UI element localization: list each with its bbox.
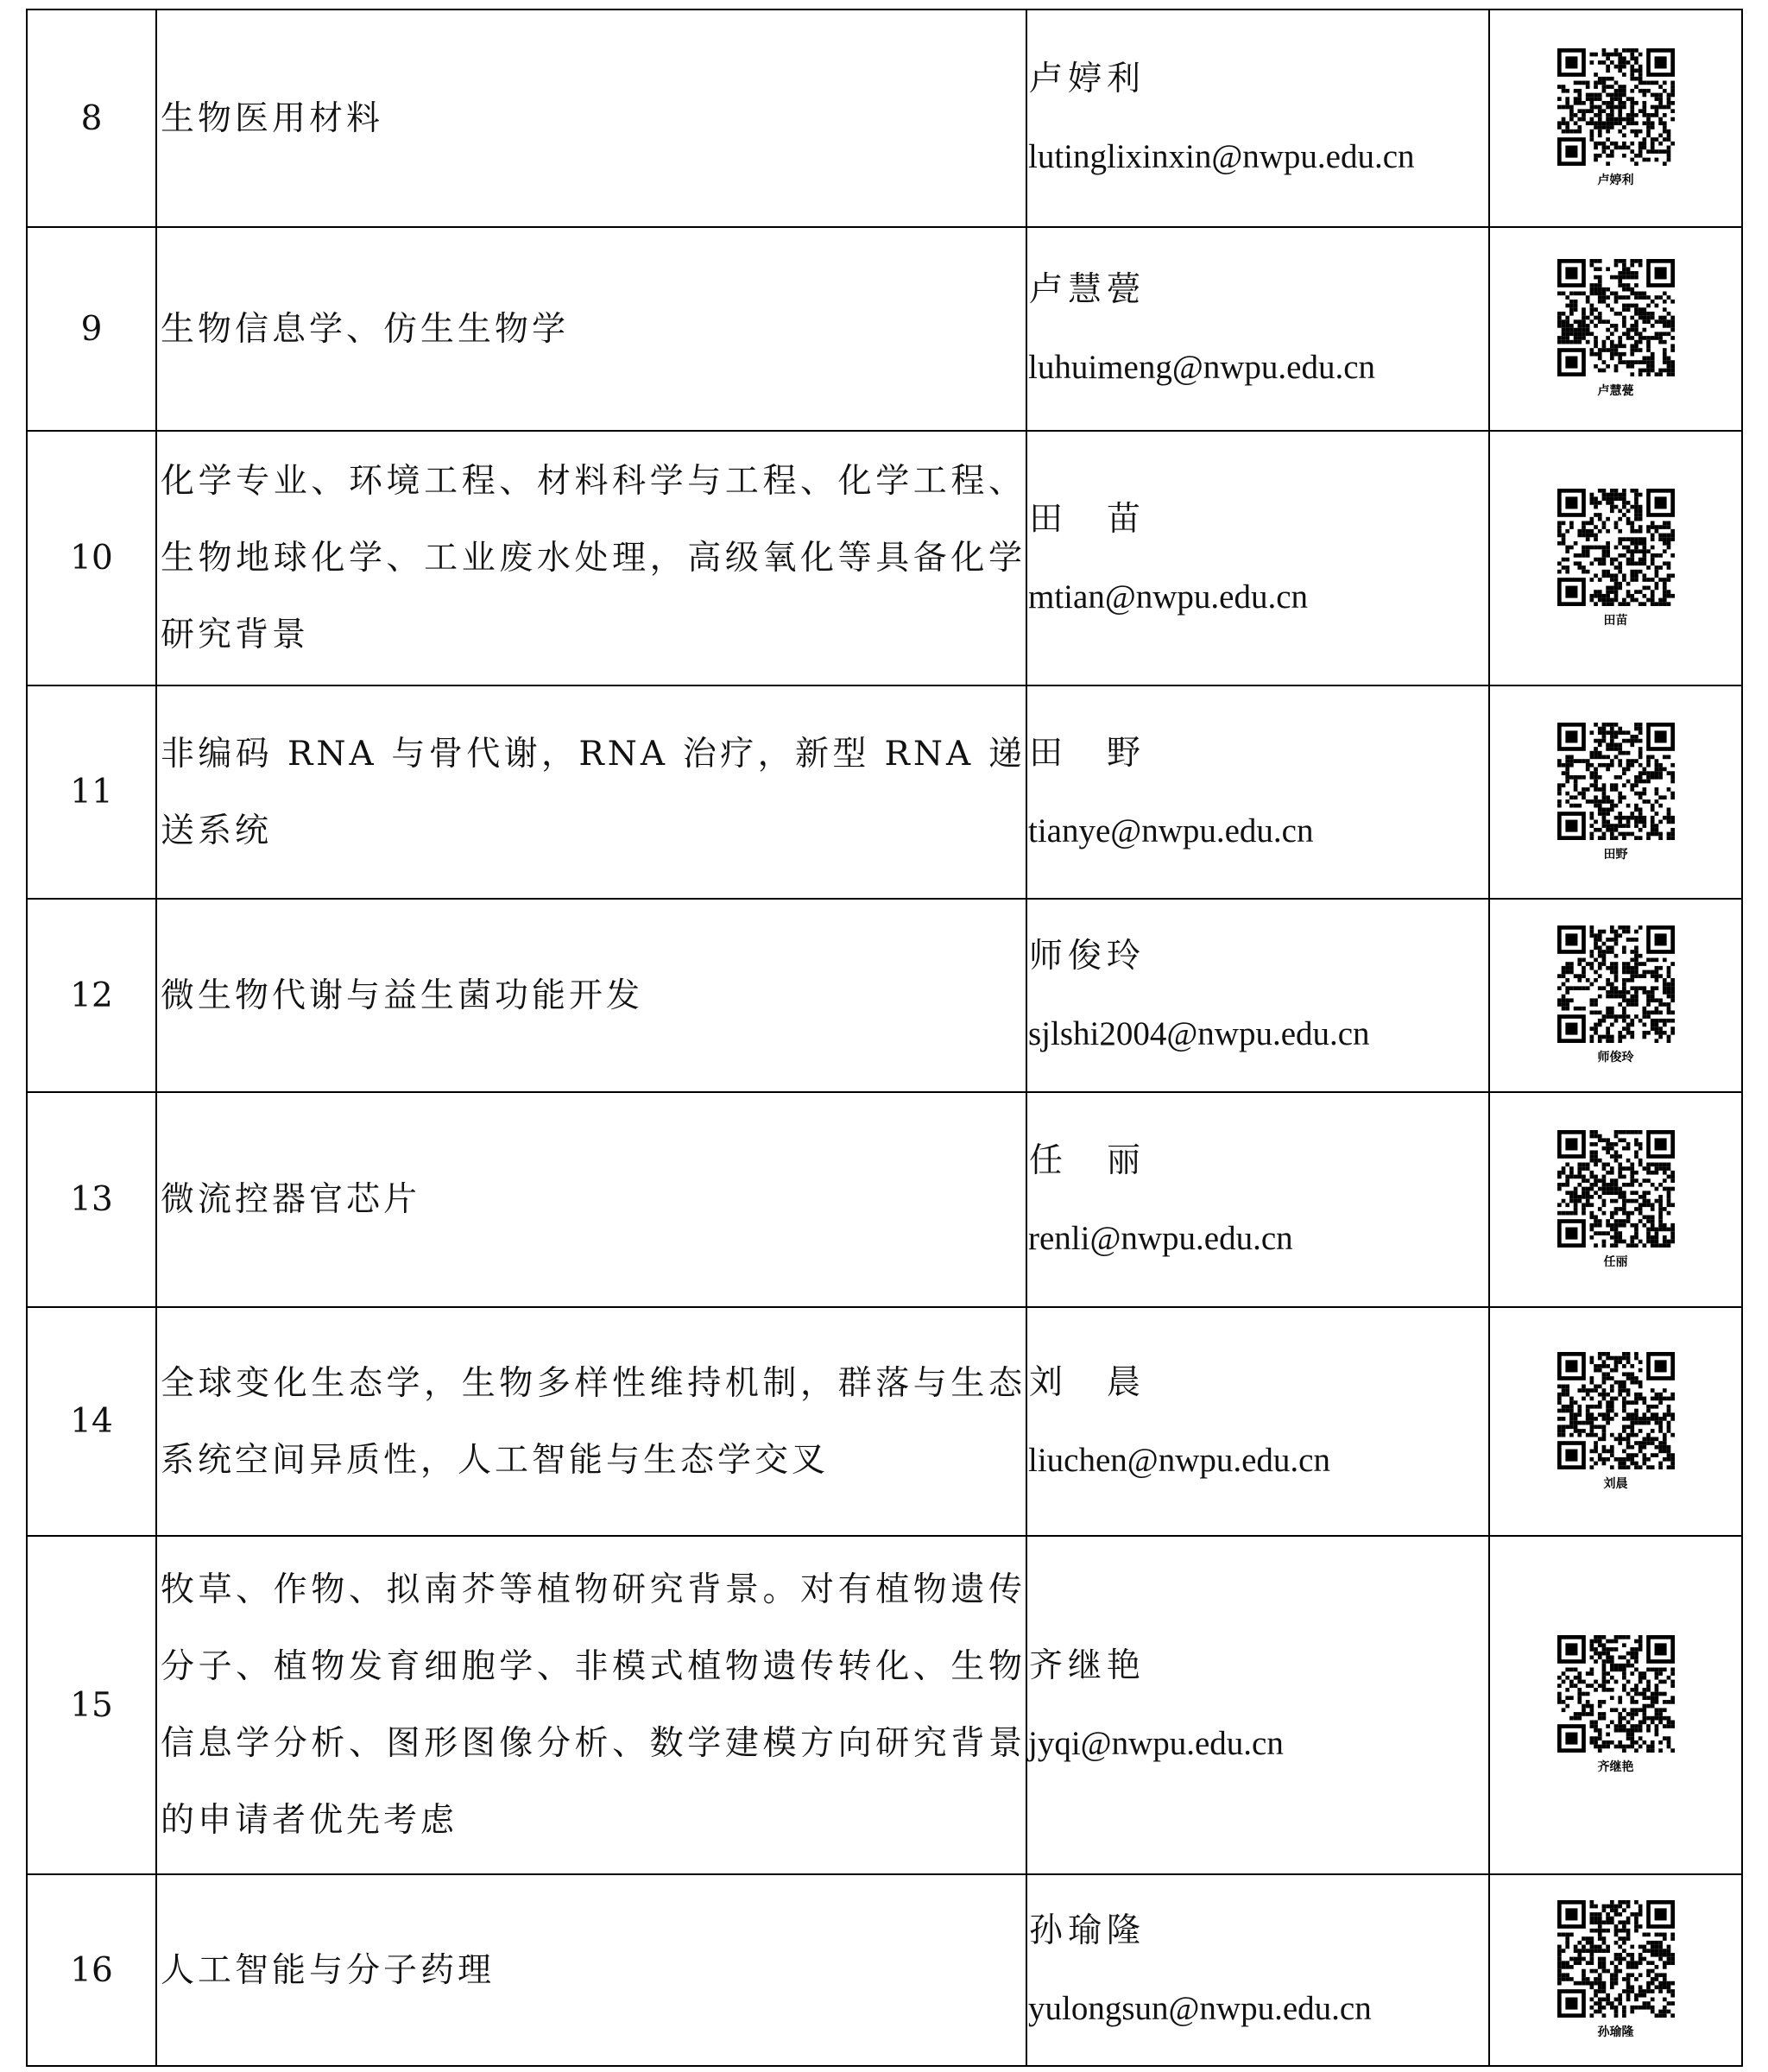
- row-number-cell: [27, 899, 156, 1092]
- qr-cell: [1489, 227, 1742, 431]
- row-number: 15: [70, 1685, 113, 1725]
- supervisor-email[interactable]: jyqi@nwpu.edu.cn: [1028, 1725, 1284, 1762]
- supervisor-email[interactable]: yulongsun@nwpu.edu.cn: [1028, 1990, 1372, 2027]
- qr-code-icon: [1550, 259, 1682, 376]
- row-number-cell: [27, 227, 156, 431]
- qr-code-icon: [1550, 925, 1682, 1043]
- row-number: 11: [70, 773, 113, 812]
- supervisor-email[interactable]: sjlshi2004@nwpu.edu.cn: [1028, 1015, 1370, 1052]
- supervisor-name: 田 野: [1029, 733, 1146, 773]
- research-area-cell: [156, 1307, 1026, 1536]
- row-number: 13: [70, 1180, 113, 1219]
- research-area-cell: [156, 431, 1026, 685]
- row-number-cell: [27, 1874, 156, 2066]
- supervisor-name: 刘 晨: [1029, 1362, 1146, 1402]
- qr-code: [1550, 259, 1682, 399]
- qr-cell: [1489, 899, 1742, 1092]
- qr-cell: [1489, 1307, 1742, 1536]
- contact-cell: [1026, 685, 1489, 899]
- qr-code-icon: [1550, 723, 1682, 840]
- qr-caption: 任丽: [1603, 1254, 1628, 1269]
- research-area-cell: [156, 9, 1026, 227]
- supervisor-name: 田 苗: [1029, 499, 1146, 539]
- research-area-cell: [156, 1874, 1026, 2066]
- table-row: [27, 1874, 1742, 2066]
- table-row: [27, 899, 1742, 1092]
- table-row: [27, 1092, 1742, 1307]
- qr-caption: 卢婷利: [1597, 174, 1634, 187]
- supervisor-email[interactable]: lutinglixinxin@nwpu.edu.cn: [1028, 138, 1415, 175]
- qr-code-icon: [1550, 489, 1682, 606]
- supervisor-name: 孙瑜隆: [1029, 1911, 1146, 1950]
- row-number: 10: [70, 539, 113, 578]
- row-number-cell: [27, 1536, 156, 1874]
- qr-code: [1550, 489, 1682, 629]
- qr-caption: 师俊玲: [1597, 1051, 1634, 1064]
- supervisor-name: 卢婷利: [1029, 60, 1146, 98]
- qr-code-icon: [1550, 1635, 1682, 1753]
- qr-code: [1550, 48, 1682, 188]
- qr-code-icon: [1550, 1130, 1682, 1248]
- qr-cell: [1489, 1536, 1742, 1874]
- table-row: [27, 1536, 1742, 1874]
- research-area: 牧草、作物、拟南芥等植物研究背景。对有植物遗传分子、植物发育细胞学、非模式植物遗传转化、生物信息学分析、图形图像分析、数学建模方向研究背景的申请者优先考虑: [161, 1570, 1026, 1840]
- supervisor-email[interactable]: liuchen@nwpu.edu.cn: [1028, 1441, 1330, 1479]
- qr-caption: 卢慧甍: [1597, 384, 1634, 398]
- research-area-cell: [156, 685, 1026, 899]
- contact-cell: [1026, 1536, 1489, 1874]
- research-area: 化学专业、环境工程、材料科学与工程、化学工程、生物地球化学、工业废水处理，高级氧化等具备化学研究背景: [161, 462, 1026, 654]
- row-number: 16: [70, 1950, 113, 1990]
- qr-code: [1550, 1900, 1682, 2040]
- contact-cell: [1026, 899, 1489, 1092]
- row-number: 14: [70, 1402, 113, 1441]
- supervisor-name: 齐继艳: [1029, 1646, 1146, 1685]
- supervisor-email[interactable]: luhuimeng@nwpu.edu.cn: [1028, 349, 1376, 386]
- qr-cell: [1489, 1092, 1742, 1307]
- supervisor-name: 任 丽: [1029, 1140, 1146, 1180]
- research-area: 人工智能与分子药理: [161, 1950, 496, 1990]
- research-area: 生物信息学、仿生生物学: [161, 309, 570, 349]
- qr-cell: [1489, 431, 1742, 685]
- table-row: [27, 685, 1742, 899]
- supervisor-email[interactable]: mtian@nwpu.edu.cn: [1028, 578, 1309, 616]
- supervisor-table-body: [27, 9, 1742, 2066]
- qr-code-icon: [1550, 1900, 1682, 2018]
- qr-caption: 刘晨: [1603, 1476, 1628, 1491]
- qr-code: [1550, 1130, 1682, 1270]
- research-area-cell: [156, 899, 1026, 1092]
- qr-caption: 田苗: [1603, 613, 1628, 628]
- contact-cell: [1026, 1874, 1489, 2066]
- supervisor-email[interactable]: renli@nwpu.edu.cn: [1028, 1219, 1293, 1257]
- row-number-cell: [27, 1307, 156, 1536]
- qr-code: [1550, 925, 1682, 1065]
- qr-caption: 孙瑜隆: [1597, 2025, 1634, 2039]
- row-number-cell: [27, 685, 156, 899]
- table-row: [27, 1307, 1742, 1536]
- contact-cell: [1026, 431, 1489, 685]
- table-row: [27, 9, 1742, 227]
- supervisor-name: 师俊玲: [1029, 937, 1146, 976]
- supervisor-name: 卢慧甍: [1029, 270, 1146, 309]
- table-row: [27, 431, 1742, 685]
- qr-code-icon: [1550, 1352, 1682, 1469]
- qr-cell: [1489, 685, 1742, 899]
- supervisor-table: [26, 9, 1743, 2067]
- contact-cell: [1026, 9, 1489, 227]
- research-area-cell: [156, 1092, 1026, 1307]
- row-number: 12: [70, 976, 113, 1015]
- contact-cell: [1026, 1307, 1489, 1536]
- research-area: 全球变化生态学，生物多样性维持机制，群落与生态系统空间异质性，人工智能与生态学交叉: [161, 1363, 1026, 1480]
- research-area: 非编码 RNA 与骨代谢，RNA 治疗，新型 RNA 递送系统: [161, 734, 1026, 850]
- row-number: 8: [80, 98, 103, 138]
- qr-code-icon: [1550, 48, 1682, 166]
- research-area-cell: [156, 227, 1026, 431]
- qr-caption: 田野: [1603, 847, 1628, 862]
- row-number-cell: [27, 1092, 156, 1307]
- row-number-cell: [27, 9, 156, 227]
- qr-cell: [1489, 9, 1742, 227]
- qr-caption: 齐继艳: [1597, 1760, 1634, 1774]
- qr-code: [1550, 1635, 1682, 1775]
- qr-code: [1550, 723, 1682, 862]
- contact-cell: [1026, 1092, 1489, 1307]
- table-row: [27, 227, 1742, 431]
- row-number: 9: [80, 309, 103, 349]
- qr-cell: [1489, 1874, 1742, 2066]
- research-area-cell: [156, 1536, 1026, 1874]
- research-area: 生物医用材料: [161, 98, 384, 138]
- supervisor-email[interactable]: tianye@nwpu.edu.cn: [1028, 812, 1314, 850]
- research-area: 微流控器官芯片: [161, 1180, 421, 1219]
- research-area: 微生物代谢与益生菌功能开发: [161, 976, 644, 1015]
- row-number-cell: [27, 431, 156, 685]
- contact-cell: [1026, 227, 1489, 431]
- qr-code: [1550, 1352, 1682, 1492]
